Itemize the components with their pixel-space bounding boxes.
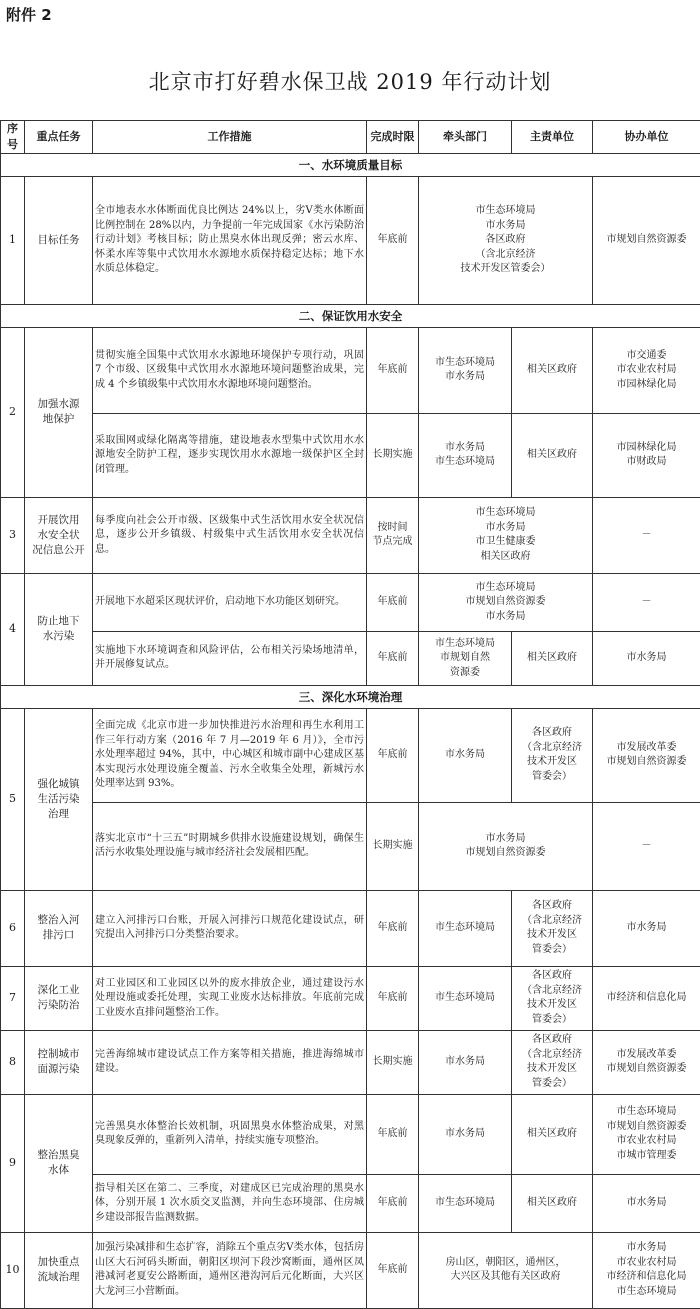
lead-cell: 市生态环境局 [419,1174,512,1232]
section-title: 一、水环境质量目标 [1,153,700,176]
task-cell: 整治入河 排污口 [25,890,93,966]
assist-cell: － [593,573,700,631]
deadline-cell: 年底前 [367,966,419,1030]
table-row [1,327,700,413]
measure-cell: 全市地表水水体断面优良比例达 24%以上，劣Ⅴ类水体断面比例控制在 28%以内，力争提前一年完成国家《水污染防治行动计划》考核目标；防止黑臭水体出现反弹；密云水库、怀柔水库等集中式饮用水水源地水质保持稳定达标；地下水水质总体稳定。 [93,176,367,304]
assist-cell: 市规划自然资源委 [593,176,700,304]
deadline-cell: 年底前 [367,890,419,966]
row-number: 3 [1,497,25,573]
assist-cell: － [593,802,700,890]
assist-cell: 市水务局 市农业农村局 市经济和信息化局 市生态环境局 [593,1232,700,1308]
table-row [1,631,700,685]
assist-cell: 市发展改革委 市规划自然资源委 [593,708,700,802]
section-row [1,685,700,708]
header-deadline: 完成时限 [367,121,419,154]
row-number: 1 [1,176,25,304]
task-cell: 目标任务 [25,176,93,304]
assist-cell: 市水务局 [593,890,700,966]
measure-cell: 采取围网或绿化隔离等措施，建设地表水型集中式饮用水水源地安全防护工程，逐步实现饮用水水源地一级保护区全封闭管理。 [93,413,367,497]
assist-cell: 市水务局 [593,1174,700,1232]
lead-cell: 市水务局 [419,1094,512,1174]
row-number: 8 [1,1030,25,1094]
page-title: 北京市打好碧水保卫战 2019 年行动计划 [0,66,700,96]
resp-cell: 各区政府 （含北京经济 技术开发区 管委会） [512,1030,593,1094]
measure-cell: 完善黑臭水体整治长效机制，巩固黑臭水体整治成果，对黑臭现象反弹的，重新列入清单，持续实施专项整治。 [93,1094,367,1174]
lead-cell: 市生态环境局 市水务局 [419,327,512,413]
table-row [1,413,700,497]
lead-cell: 市生态环境局 [419,966,512,1030]
table-row [1,1174,700,1232]
lead-resp-cell: 市生态环境局 市规划自然资源委 市水务局 [419,573,593,631]
measure-cell: 全面完成《北京市进一步加快推进污水治理和再生水利用工作三年行动方案（2016 年 7 月—2019 年 6 月）》，全市污水处理率超过 94%，其中，中心城区和城市副中心建成区基本实现污水处理设施全覆盖、污水全收集全处理，新城污水处理率达到 93%。 [93,708,367,802]
resp-cell: 相关区政府 [512,631,593,685]
lead-cell: 市水务局 [419,708,512,802]
assist-cell: 市生态环境局 市规划自然资源委 市农业农村局 市城市管理委 [593,1094,700,1174]
table-row [1,708,700,802]
lead-resp-cell: 市生态环境局 市水务局 市卫生健康委 相关区政府 [419,497,593,573]
header-row [1,121,700,154]
header-task: 重点任务 [25,121,93,154]
resp-cell: 相关区政府 [512,327,593,413]
row-number: 7 [1,966,25,1030]
deadline-cell: 年底前 [367,708,419,802]
deadline-cell: 年底前 [367,1232,419,1308]
deadline-cell: 年底前 [367,1094,419,1174]
measure-cell: 指导相关区在第二、三季度，对建成区已完成治理的黑臭水体，分别开展 1 次水质交叉监测，并向生态环境部、住房城乡建设部报告监测数据。 [93,1174,367,1232]
measure-cell: 落实北京市“十三五”时期城乡供排水设施建设规划，确保生活污水收集处理设施与城市经济社会发展相匹配。 [93,802,367,890]
task-cell: 控制城市 面源污染 [25,1030,93,1094]
header-assist-unit: 协办单位 [593,121,700,154]
deadline-cell: 长期实施 [367,413,419,497]
deadline-cell: 按时间 节点完成 [367,497,419,573]
table-row [1,1094,700,1174]
assist-cell: 市交通委 市农业农村局 市园林绿化局 [593,327,700,413]
resp-cell: 相关区政府 [512,413,593,497]
header-no: 序号 [1,121,25,154]
row-number: 2 [1,327,25,497]
header-resp-unit: 主责单位 [512,121,593,154]
table-row [1,966,700,1030]
section-row [1,304,700,327]
assist-cell: － [593,497,700,573]
section-title: 二、保证饮用水安全 [1,304,700,327]
lead-cell: 市水务局 [419,1030,512,1094]
resp-cell: 相关区政府 [512,1174,593,1232]
resp-cell: 各区政府 （含北京经济 技术开发区 管委会） [512,966,593,1030]
table-row [1,802,700,890]
section-row [1,153,700,176]
assist-cell: 市园林绿化局 市财政局 [593,413,700,497]
deadline-cell: 年底前 [367,631,419,685]
lead-resp-cell: 房山区，朝阳区，通州区， 大兴区及其他有关区政府 [419,1232,593,1308]
section-title: 三、深化水环境治理 [1,685,700,708]
lead-resp-cell: 市生态环境局 市水务局 各区政府 （含北京经济 技术开发区管委会） [419,176,593,304]
measure-cell: 加强污染减排和生态扩容，消除五个重点劣Ⅴ类水体，包括房山区大石河码头断面，朝阳区坝河下段沙窝断面，通州区凤港减河老夏安公路断面，通州区港沟河后元化断面，大兴区大龙河三小营断面。 [93,1232,367,1308]
deadline-cell: 年底前 [367,176,419,304]
measure-cell: 完善海绵城市建设试点工作方案等相关措施，推进海绵城市建设。 [93,1030,367,1094]
assist-cell: 市水务局 [593,631,700,685]
deadline-cell: 年底前 [367,1174,419,1232]
lead-cell: 市生态环境局 [419,890,512,966]
row-number: 4 [1,573,25,685]
table-row [1,890,700,966]
table-row [1,497,700,573]
header-lead-dept: 牵头部门 [419,121,512,154]
measure-cell: 贯彻实施全国集中式饮用水水源地环境保护专项行动，巩固 7 个市级、区级集中式饮用水水源地环境问题整治成果，完成 4 个乡镇级集中式饮用水水源地环境问题整治。 [93,327,367,413]
task-cell: 防止地下 水污染 [25,573,93,685]
header-measure: 工作措施 [93,121,367,154]
row-number: 10 [1,1232,25,1308]
deadline-cell: 年底前 [367,573,419,631]
action-plan-table [0,120,700,1309]
row-number: 6 [1,890,25,966]
deadline-cell: 长期实施 [367,1030,419,1094]
table-row [1,176,700,304]
annex-label: 附件 2 [6,4,52,25]
task-cell: 加快重点 流域治理 [25,1232,93,1308]
task-cell: 加强水源 地保护 [25,327,93,497]
assist-cell: 市经济和信息化局 [593,966,700,1030]
measure-cell: 开展地下水超采区现状评价，启动地下水功能区划研究。 [93,573,367,631]
measure-cell: 每季度向社会公开市级、区级集中式生活饮用水安全状况信息，逐步公开乡镇级、村级集中式生活饮用水安全状况信息。 [93,497,367,573]
measure-cell: 实施地下水环境调查和风险评估，公布相关污染场地清单，并开展修复试点。 [93,631,367,685]
assist-cell: 市发展改革委 市规划自然资源委 [593,1030,700,1094]
task-cell: 强化城镇 生活污染 治理 [25,708,93,890]
resp-cell: 各区政府 （含北京经济 技术开发区 管委会） [512,708,593,802]
task-cell: 开展饮用 水安全状 况信息公开 [25,497,93,573]
lead-cell: 市生态环境局 市规划自然 资源委 [419,631,512,685]
table-row [1,1232,700,1308]
table-row [1,573,700,631]
lead-resp-cell: 市水务局 市规划自然资源委 [419,802,593,890]
resp-cell: 相关区政府 [512,1094,593,1174]
lead-cell: 市水务局 市生态环境局 [419,413,512,497]
row-number: 9 [1,1094,25,1232]
deadline-cell: 年底前 [367,327,419,413]
task-cell: 整治黑臭 水体 [25,1094,93,1232]
measure-cell: 对工业园区和工业园区以外的废水排放企业，通过建设污水处理设施或委托处理，实现工业废水达标排放。年底前完成工业废水直排问题整治工作。 [93,966,367,1030]
deadline-cell: 长期实施 [367,802,419,890]
row-number: 5 [1,708,25,890]
task-cell: 深化工业 污染防治 [25,966,93,1030]
table-row [1,1030,700,1094]
measure-cell: 建立入河排污口台账，开展入河排污口规范化建设试点，研究提出入河排污口分类整治要求。 [93,890,367,966]
resp-cell: 各区政府 （含北京经济 技术开发区 管委会） [512,890,593,966]
